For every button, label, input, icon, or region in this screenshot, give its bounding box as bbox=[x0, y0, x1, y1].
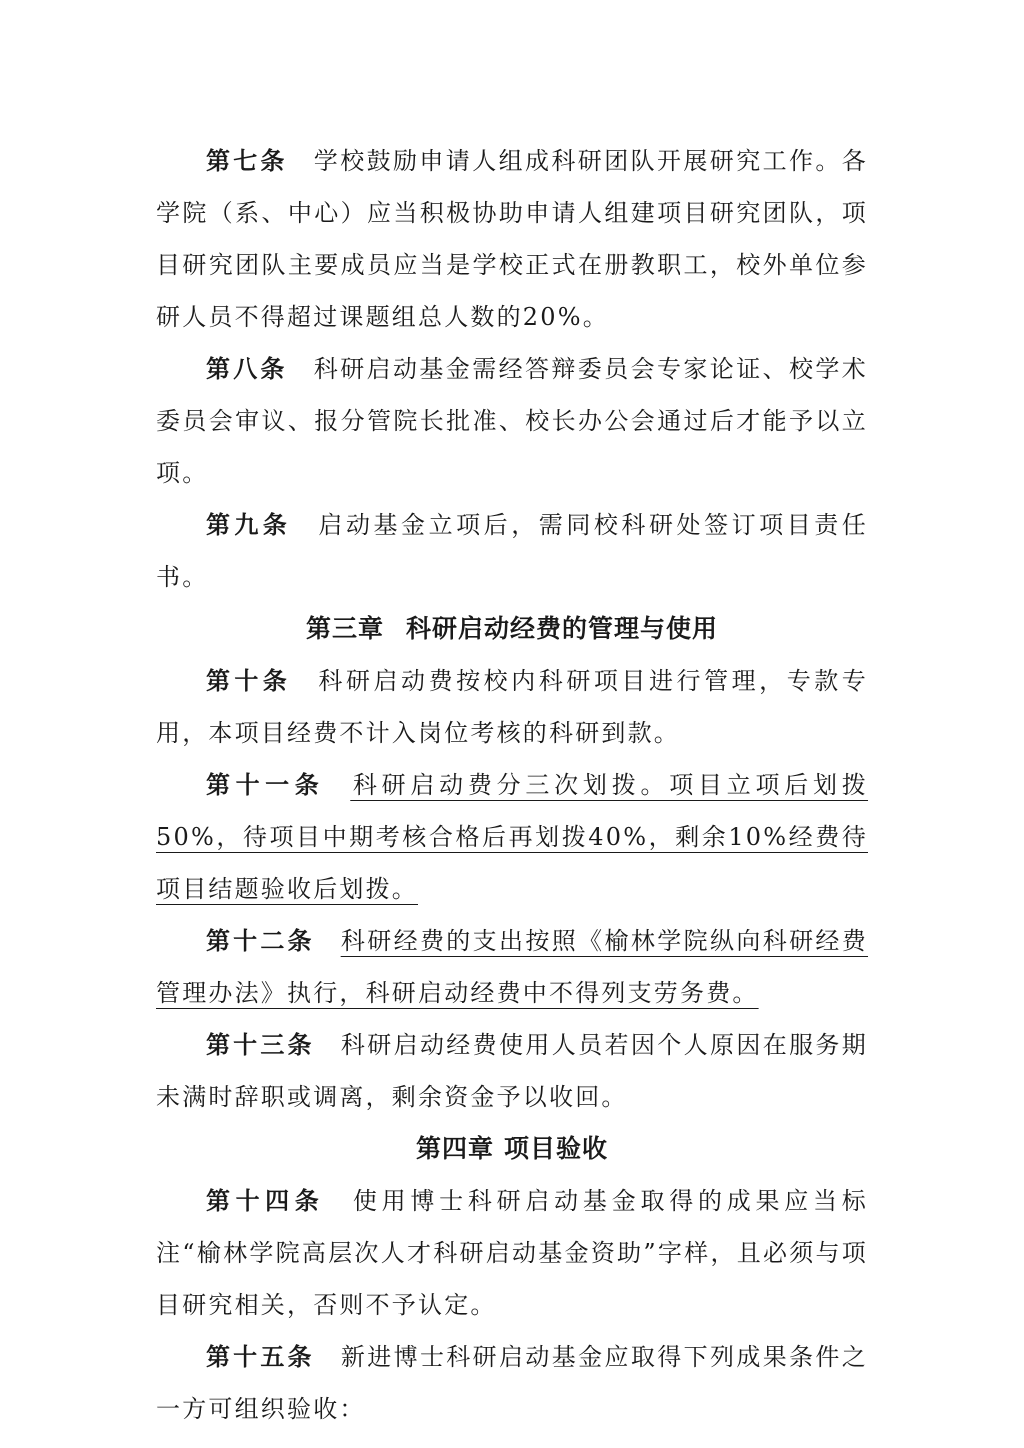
chapter-3-title: 科研启动经费的管理与使用 bbox=[406, 614, 719, 643]
article-13-label: 第十三条 bbox=[206, 1030, 315, 1059]
article-8-label: 第八条 bbox=[206, 354, 288, 383]
article-11-label: 第十一条 bbox=[206, 770, 325, 799]
article-14 bbox=[156, 1175, 868, 1331]
article-9-text: 启动基金立项后，需同校科研处签订项目责任书。 bbox=[156, 511, 869, 591]
article-14-label: 第十四条 bbox=[206, 1186, 325, 1215]
article-11-text: 科研启动费分三次划拨。项目立项后划拨50%，待项目中期考核合格后再划拨40%，剩余10%经费待项目结题验收后划拨。 bbox=[156, 771, 869, 903]
article-15-text: 新进博士科研启动基金应取得下列成果条件之一方可组织验收： bbox=[156, 1343, 869, 1423]
chapter-3-heading bbox=[156, 603, 868, 655]
chapter-4-heading bbox=[156, 1123, 868, 1175]
article-9-label: 第九条 bbox=[206, 510, 292, 539]
article-14-text: 使用博士科研启动基金取得的成果应当标注“榆林学院高层次人才科研启动基金资助”字样，且必须与项目研究相关，否则不予认定。 bbox=[156, 1187, 869, 1319]
article-10 bbox=[156, 655, 868, 759]
article-15 bbox=[156, 1331, 868, 1435]
article-7-label: 第七条 bbox=[206, 146, 288, 175]
article-10-text: 科研启动费按校内科研项目进行管理，专款专用，本项目经费不计入岗位考核的科研到款。 bbox=[156, 667, 869, 747]
article-7-text: 学校鼓励申请人组成科研团队开展研究工作。各学院（系、中心）应当积极协助申请人组建项目研究团队，项目研究团队主要成员应当是学校正式在册教职工，校外单位参研人员不得超过课题组总人数的20%。 bbox=[156, 147, 869, 331]
article-8 bbox=[156, 343, 868, 499]
article-12 bbox=[156, 915, 868, 1019]
article-8-text: 科研启动基金需经答辩委员会专家论证、校学术委员会审议、报分管院长批准、校长办公会通过后才能予以立项。 bbox=[156, 355, 869, 487]
chapter-4-title: 项目验收 bbox=[504, 1134, 609, 1163]
chapter-3-number: 第三章 bbox=[305, 614, 384, 643]
document-page bbox=[156, 135, 868, 1435]
article-15-label: 第十五条 bbox=[206, 1342, 315, 1371]
article-10-label: 第十条 bbox=[206, 666, 292, 695]
article-12-text: 科研经费的支出按照《榆林学院纵向科研经费管理办法》执行，科研启动经费中不得列支劳务费。 bbox=[156, 927, 869, 1007]
article-7 bbox=[156, 135, 868, 343]
article-13-text: 科研启动经费使用人员若因个人原因在服务期未满时辞职或调离，剩余资金予以收回。 bbox=[156, 1031, 869, 1111]
chapter-4-number: 第四章 bbox=[415, 1134, 494, 1163]
article-9 bbox=[156, 499, 868, 603]
article-11 bbox=[156, 759, 868, 915]
article-12-label: 第十二条 bbox=[206, 926, 315, 955]
article-13 bbox=[156, 1019, 868, 1123]
